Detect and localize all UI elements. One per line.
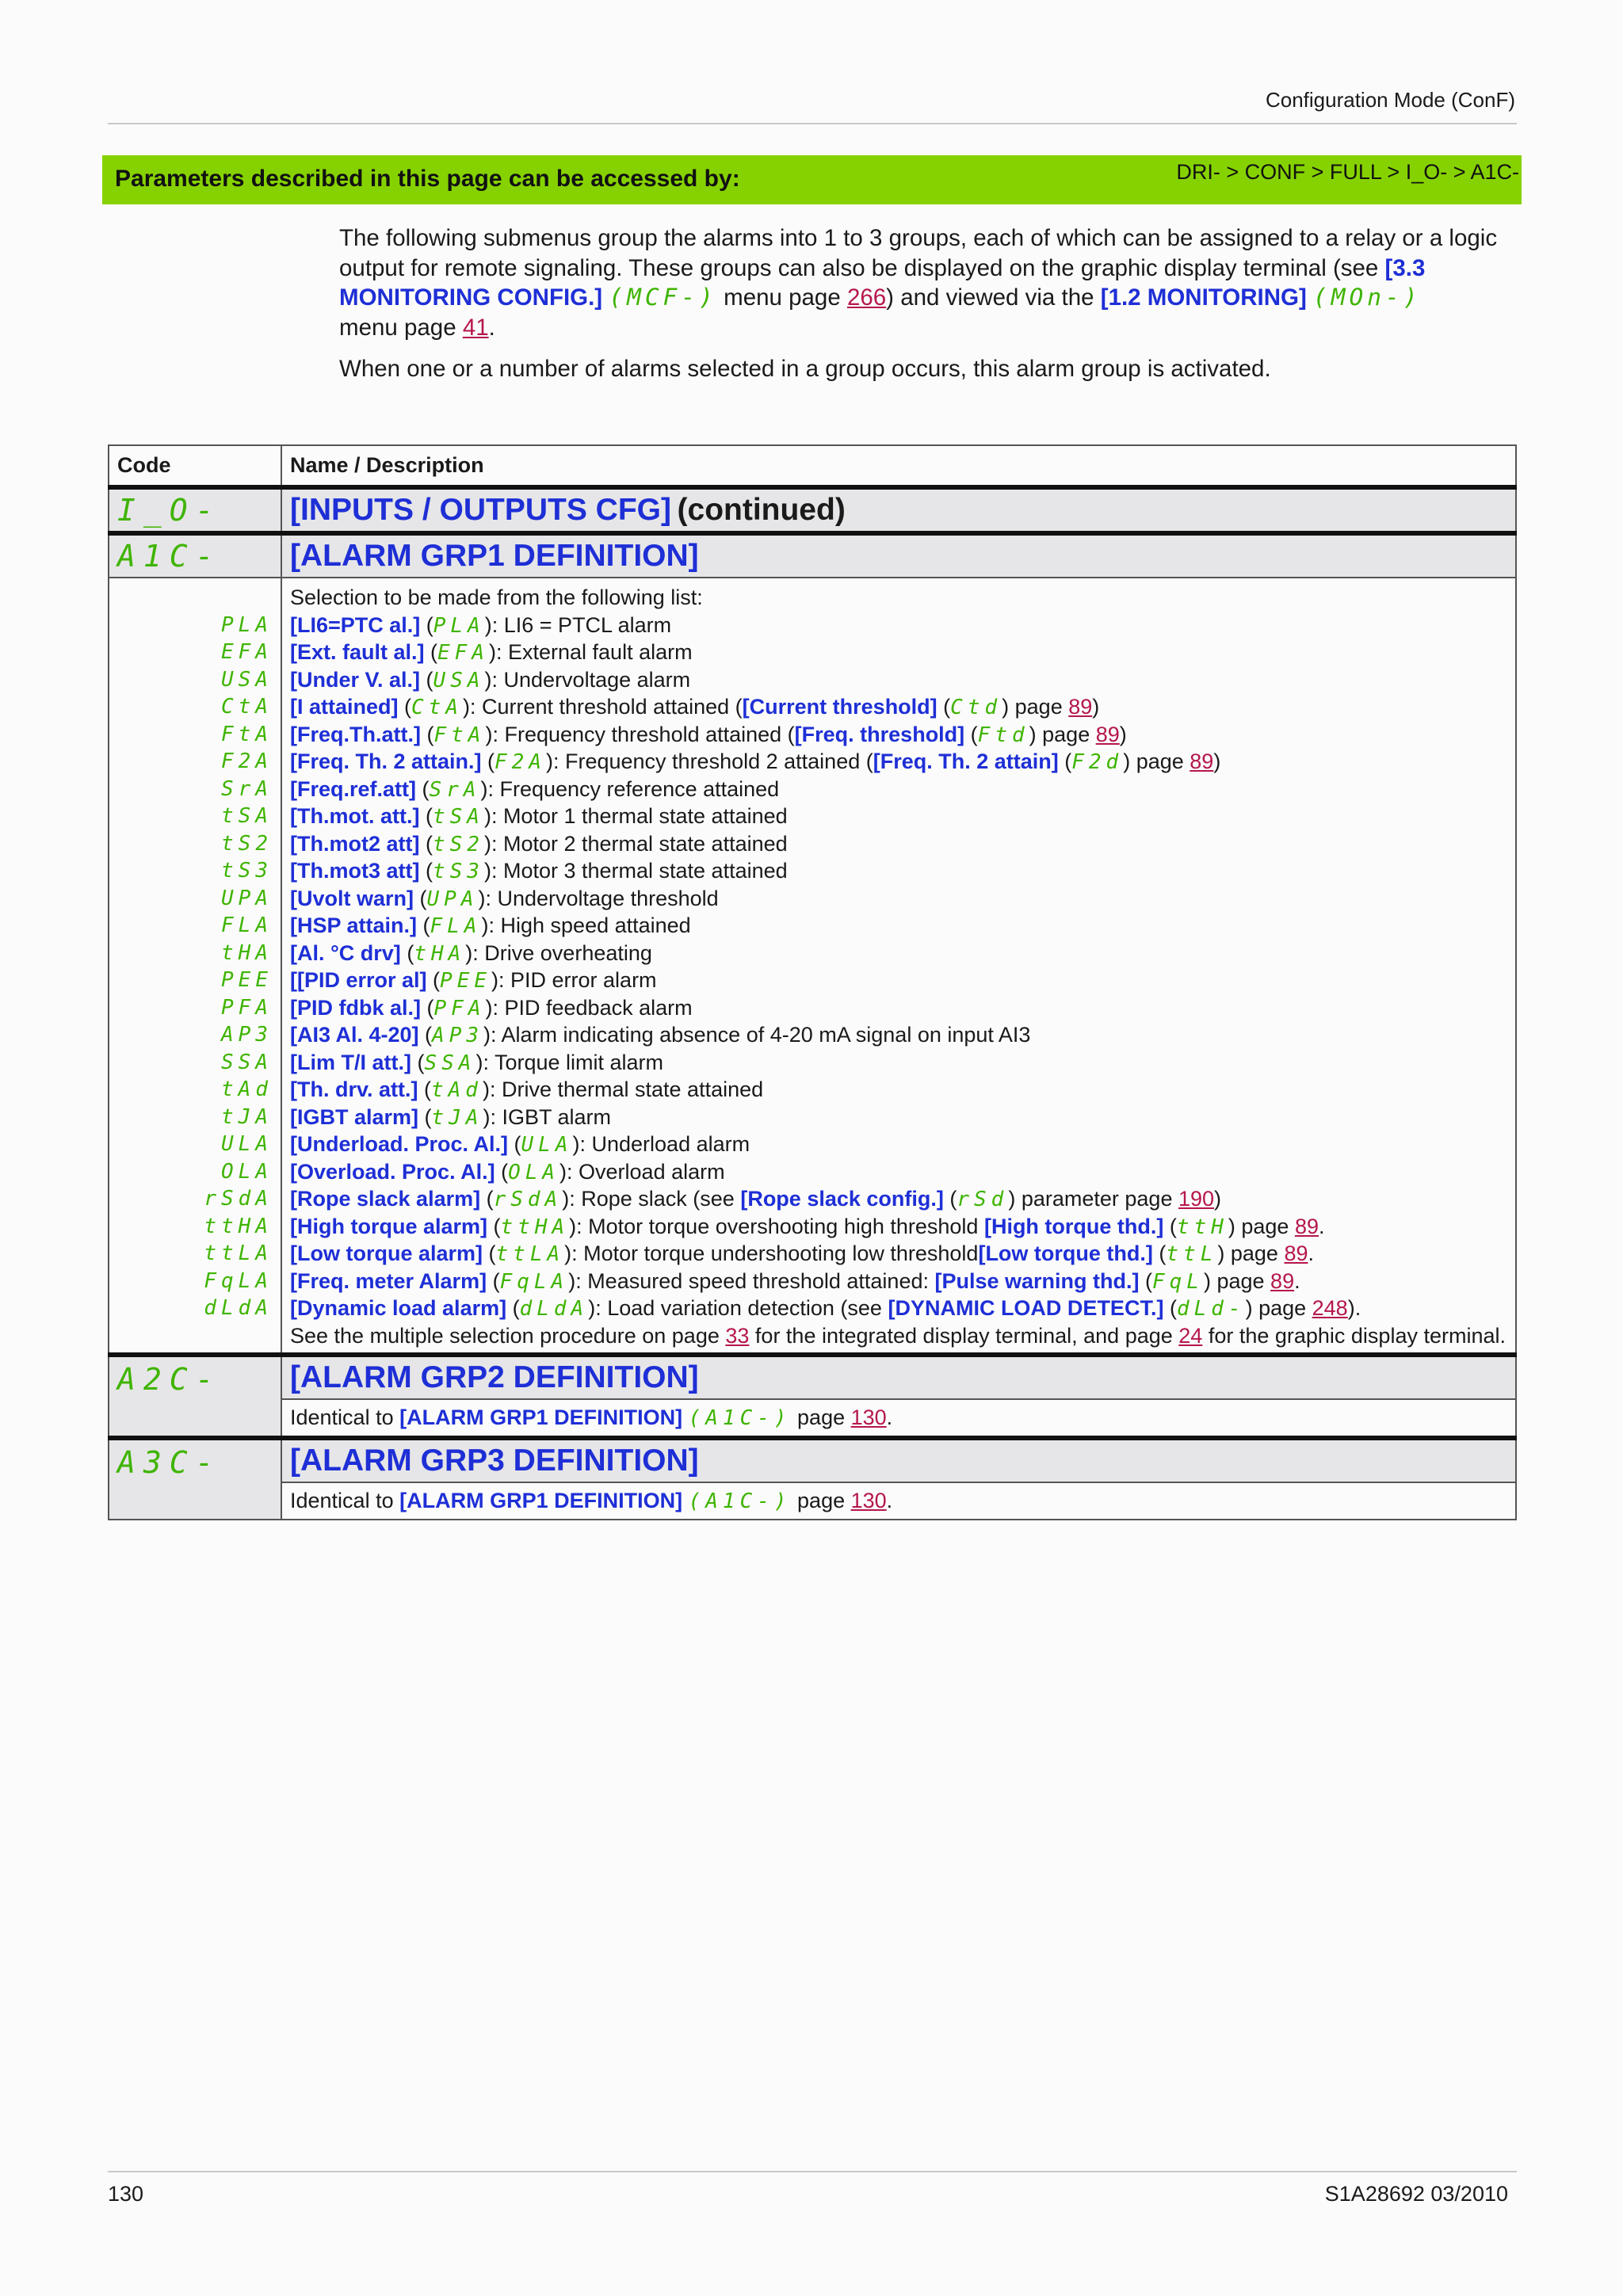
alarm-end: ). (1347, 1296, 1361, 1320)
alarm-item: [HSP attain.] (FLA): High speed attained (290, 913, 691, 938)
alarm-name: [Ext. fault al.] (290, 640, 425, 664)
alarm-tail: page (1224, 1241, 1285, 1265)
alarm-name-code: FLA (430, 914, 482, 938)
alarm-item: [AI3 Al. 4-20] (AP3): Alarm indicating absence of 4-20 mA signal on input AI3 (290, 1023, 1031, 1047)
alarm-tail: page (1036, 722, 1096, 746)
alarm-item: [Th.mot. att.] (tSA): Motor 1 thermal state attained (290, 804, 788, 829)
alarm-page-link[interactable]: 89 (1095, 722, 1120, 746)
alarm-desc: : Drive overheating (472, 940, 652, 965)
alarm-desc: : Drive thermal state attained (489, 1077, 764, 1101)
alarm-name: [Dynamic load alarm] (290, 1296, 507, 1320)
alarm-name-code: PEE (440, 969, 492, 993)
grp3-code: A3C- (109, 1438, 281, 1520)
alarm-item: [Th.mot2 att] (tS2): Motor 2 thermal state attained (290, 831, 788, 856)
alarm-item: [Th. drv. att.] (tAd): Drive thermal state attained (290, 1077, 764, 1102)
alarm-name: [Freq. Th. 2 attain.] (290, 749, 482, 773)
alarm-code: tSA (221, 804, 273, 828)
intro-text-a: The following submenus group the alarms into 1 to 3 groups, each of which can be assigned to a relay or a logic output for remote signaling. These groups can also be displayed on the graphic display terminal (see (339, 225, 1498, 281)
alarm-name-code: tSA (432, 805, 484, 829)
alarm-name: [AI3 Al. 4-20] (290, 1023, 419, 1047)
alarm-name-code: ttLA (495, 1242, 565, 1266)
alarm-end: ) (1213, 749, 1221, 773)
alarm-code: EFA (221, 640, 273, 664)
grp1-title (281, 533, 1516, 578)
alarm-item: [IGBT alarm] (tJA): IGBT alarm (290, 1104, 612, 1130)
intro-text-c: ) and viewed via the (886, 284, 1101, 311)
alarm-name-code: AP3 (432, 1024, 484, 1047)
alarm-ref-code: Ftd (977, 723, 1029, 747)
alarm-code: PEE (221, 968, 273, 992)
access-label: Parameters described in this page can be accessed by: (115, 166, 740, 192)
alarm-ref-code: dLd- (1176, 1297, 1246, 1321)
ident-c: . (886, 1489, 893, 1512)
grp3-desc (281, 1482, 1516, 1520)
ident-page-link[interactable]: 130 (850, 1489, 887, 1512)
alarm-item: [LI6=PTC al.] (PLA): LI6 = PTCL alarm (290, 612, 672, 638)
alarm-code: FLA (221, 913, 273, 937)
alarm-desc: : Frequency threshold attained ( (492, 722, 795, 746)
alarm-item: [Freq. Th. 2 attain.] (F2A): Frequency threshold 2 attained ([Freq. Th. 2 attain] (F2d) page 89) (290, 749, 1221, 774)
alarm-name: [Freq. meter Alarm] (290, 1268, 487, 1293)
alarm-code: F2A (221, 749, 273, 773)
intro-paragraph-2: When one or a number of alarms selected in a group occurs, this alarm group is activated. (339, 356, 1271, 382)
ident-code: (A1C-) (688, 1406, 792, 1430)
section-code: I_O- (109, 487, 281, 533)
grp2-title (281, 1355, 1516, 1399)
footer-divider (108, 2171, 1517, 2172)
alarm-page-link[interactable]: 89 (1284, 1241, 1308, 1265)
alarm-ref: [High torque thd.] (983, 1214, 1164, 1238)
alarm-ref-code: ttH (1176, 1215, 1228, 1239)
alarm-name-code: ULA (521, 1133, 573, 1157)
alarm-desc: : LI6 = PTCL alarm (491, 612, 672, 637)
grp2-name: [ALARM GRP2 DEFINITION] (290, 1360, 699, 1394)
alarm-code: SSA (221, 1050, 273, 1074)
ident-ref: [ALARM GRP1 DEFINITION] (399, 1405, 683, 1429)
alarm-item: [Freq.Th.att.] (FtA): Frequency threshold attained ([Freq. threshold] (Ftd) page 89) (290, 722, 1127, 747)
section-title (281, 487, 1516, 533)
grp3-row (109, 1438, 1516, 1482)
alarm-desc: : Undervoltage alarm (491, 667, 691, 692)
alarm-item: [Al. °C drv] (tHA): Drive overheating (290, 940, 652, 966)
alarm-tail: page (1235, 1214, 1295, 1238)
alarm-name-code: SSA (424, 1051, 476, 1075)
alarm-name: [Th.mot3 att] (290, 859, 420, 883)
ident-ref: [ALARM GRP1 DEFINITION] (399, 1489, 683, 1512)
page-link-266[interactable]: 266 (846, 284, 887, 311)
alarm-ref-code: F2d (1071, 750, 1124, 774)
alarm-name-code: rSdA (493, 1188, 563, 1211)
alarm-desc-column (281, 578, 1516, 1355)
alarm-code: ttHA (204, 1214, 273, 1238)
alarm-item: [Low torque alarm] (ttLA): Motor torque undershooting low threshold[Low torque thd.] (ttL) page 89. (290, 1241, 1315, 1266)
alarm-desc: : PID feedback alarm (492, 995, 693, 1020)
alarm-name: [Underload. Proc. Al.] (290, 1132, 509, 1156)
alarm-name-code: FtA (433, 723, 486, 747)
section-name: [INPUTS / OUTPUTS CFG] (290, 493, 671, 527)
alarm-item: [Underload. Proc. Al.] (ULA): Underload alarm (290, 1132, 750, 1157)
ident-a: Identical to (290, 1489, 400, 1512)
alarm-page-link[interactable]: 89 (1190, 749, 1214, 773)
alarm-desc: : Frequency reference attained (487, 776, 780, 801)
alarm-name-code: tAd (431, 1078, 483, 1102)
alarm-name-code: dLdA (519, 1297, 589, 1321)
alarm-code: FtA (221, 722, 273, 746)
parameter-table (108, 444, 1517, 1520)
menu-ref-monitoring-config: [3.3 MONITORING CONFIG.] (339, 254, 1426, 311)
alarm-page-link[interactable]: 89 (1294, 1214, 1319, 1238)
alarm-item: [[PID error al] (PEE): PID error alarm (290, 968, 657, 993)
alarm-name-code: SrA (429, 777, 481, 802)
alarm-name: [High torque alarm] (290, 1214, 488, 1238)
alarm-name: [Th. drv. att.] (290, 1077, 418, 1101)
alarm-desc: : Rope slack (see (569, 1187, 741, 1211)
alarm-code: AP3 (221, 1023, 273, 1047)
alarm-item: [Uvolt warn] (UPA): Undervoltage threshold (290, 886, 719, 911)
alarm-desc: : Motor torque overshooting high threshold (576, 1214, 984, 1238)
alarm-item: [Ext. fault al.] (EFA): External fault alarm (290, 640, 693, 665)
alarm-code: PFA (221, 995, 273, 1020)
alarm-name-code: FqLA (499, 1269, 569, 1294)
alarm-ref-code: rSd (957, 1188, 1009, 1211)
ident-b: page (791, 1489, 851, 1512)
header-divider (108, 123, 1517, 124)
alarm-desc: : Measured speed threshold attained: (575, 1268, 935, 1293)
alarm-name-code: tJA (431, 1105, 483, 1130)
alarm-desc: : Motor torque undershooting low threshold (571, 1241, 979, 1265)
alarm-ref: [DYNAMIC LOAD DETECT.] (888, 1296, 1164, 1320)
alarm-ref: [Pulse warning thd.] (934, 1268, 1140, 1293)
alarm-desc: : Motor 2 thermal state attained (491, 831, 788, 856)
alarm-code: SrA (221, 776, 273, 801)
alarm-end: ) (1214, 1187, 1222, 1211)
list-intro: Selection to be made from the following list: (290, 585, 703, 609)
alarm-name: [Uvolt warn] (290, 886, 414, 910)
note-page-link-24[interactable]: 24 (1178, 1323, 1203, 1348)
alarm-end: . (1294, 1268, 1300, 1293)
alarm-name: [Low torque alarm] (290, 1241, 483, 1265)
alarm-item: [Overload. Proc. Al.] (OLA): Overload alarm (290, 1159, 725, 1184)
alarm-name: [Th.mot2 att] (290, 831, 420, 856)
alarm-ref-code: ttL (1166, 1242, 1218, 1266)
alarm-code: PLA (221, 612, 273, 637)
alarm-name: [I attained] (290, 695, 399, 719)
alarm-name: [LI6=PTC al.] (290, 612, 421, 637)
table-header-row (109, 445, 1516, 487)
alarm-name-code: PFA (433, 996, 486, 1020)
alarm-desc: : Frequency threshold 2 attained ( (552, 749, 873, 773)
alarm-desc: : Motor 1 thermal state attained (491, 804, 788, 828)
alarm-name: [HSP attain.] (290, 913, 418, 937)
intro-paragraph-1: The following submenus group the alarms into 1 to 3 groups, each of which can be assigned to a relay or a logic output for remote signaling. These groups can also be displayed on the graphic display terminal (see [3.3 MONITORING CONFIG.] (MCF-) menu page 266) and viewed via the [1.2 MONITORING] (MOn-) menu page 41. (339, 225, 1498, 341)
alarm-code: FqLA (204, 1268, 273, 1293)
ident-a: Identical to (290, 1405, 400, 1429)
page-link-41[interactable]: 41 (462, 314, 489, 341)
ident-b: page (791, 1405, 851, 1429)
ident-page-link[interactable]: 130 (850, 1405, 887, 1429)
alarm-code: USA (221, 667, 273, 692)
alarm-tail: page (1009, 695, 1069, 719)
grp3-name: [ALARM GRP3 DEFINITION] (290, 1444, 699, 1478)
alarm-code: tAd (221, 1077, 273, 1101)
note-c: for the graphic display terminal. (1202, 1323, 1506, 1348)
alarm-item: [Under V. al.] (USA): Undervoltage alarm (290, 667, 691, 692)
alarm-page-link[interactable]: 190 (1178, 1187, 1215, 1211)
alarm-code: tS3 (221, 859, 273, 883)
alarm-item: [Lim T/I att.] (SSA): Torque limit alarm (290, 1050, 664, 1075)
alarm-name: [Th.mot. att.] (290, 804, 420, 828)
alarm-item: [Freq.ref.att] (SrA): Frequency reference attained (290, 776, 780, 802)
alarm-desc: : Undervoltage threshold (485, 886, 719, 910)
alarm-desc: : Load variation detection (see (595, 1296, 888, 1320)
grp2-desc-row (109, 1399, 1516, 1438)
alarm-name-code: ttHA (500, 1215, 570, 1239)
alarm-ref: [Freq. threshold] (794, 722, 965, 746)
doc-reference: S1A28692 03/2010 (1324, 2182, 1508, 2206)
access-path: DRI- > CONF > FULL > I_O- > A1C- (1176, 160, 1519, 184)
alarm-code: tS2 (221, 831, 273, 856)
grp2-desc (281, 1399, 1516, 1438)
alarm-desc: : External fault alarm (495, 640, 693, 664)
alarm-code: tJA (221, 1104, 273, 1129)
alarm-code: UPA (221, 886, 273, 910)
alarm-desc: : High speed attained (488, 913, 691, 937)
multiple-selection-note (290, 1322, 1507, 1350)
alarm-tail: parameter page (1015, 1187, 1178, 1211)
intro-text-b: menu page (716, 284, 847, 311)
alarm-item: [Rope slack alarm] (rSdA): Rope slack (see [Rope slack config.] (rSd) parameter page 190) (290, 1187, 1222, 1211)
alarm-name: [Under V. al.] (290, 667, 421, 692)
alarm-name-code: USA (433, 668, 485, 692)
ident-c: . (886, 1405, 893, 1429)
note-page-link-33[interactable]: 33 (725, 1323, 750, 1348)
alarm-codes-column (109, 578, 281, 1355)
alarm-desc: : Underload alarm (579, 1132, 750, 1156)
alarm-name-code: EFA (437, 641, 489, 665)
alarm-name: [[PID error al] (290, 968, 427, 992)
alarm-code: ULA (221, 1132, 273, 1156)
alarm-ref: [Rope slack config.] (740, 1187, 944, 1211)
note-b: for the integrated display terminal, and page (749, 1323, 1179, 1348)
section-row (109, 487, 1516, 533)
alarm-tail: page (1210, 1268, 1271, 1293)
alarm-name: [Al. °C drv] (290, 940, 401, 965)
alarm-desc: : PID error alarm (498, 968, 657, 992)
alarm-name: [Lim T/I att.] (290, 1050, 411, 1074)
grp1-code: A1C- (109, 533, 281, 578)
alarm-name-code: CtA (411, 696, 463, 719)
alarm-name: [IGBT alarm] (290, 1104, 419, 1129)
alarm-name-code: tHA (414, 941, 466, 966)
alarm-code: OLA (221, 1159, 273, 1184)
header-desc: Name / Description (281, 445, 1516, 487)
menu-ref-monitoring: [1.2 MONITORING] (1100, 284, 1307, 311)
grp3-desc-row (109, 1482, 1516, 1520)
alarm-name-code: tS3 (432, 860, 484, 883)
page-number: 130 (108, 2182, 144, 2206)
alarm-ref-code: FqL (1152, 1269, 1204, 1294)
grp3-title (281, 1438, 1516, 1482)
alarm-item: [I attained] (CtA): Current threshold attained ([Current threshold] (Ctd) page 89) (290, 695, 1100, 719)
alarm-name: [Overload. Proc. Al.] (290, 1159, 495, 1184)
alarm-item: [High torque alarm] (ttHA): Motor torque overshooting high threshold [High torque thd.] (ttH) page 89. (290, 1214, 1325, 1239)
alarm-page-link[interactable]: 89 (1270, 1268, 1295, 1293)
alarm-code: rSdA (204, 1187, 273, 1211)
alarm-ref: [Freq. Th. 2 attain] (873, 749, 1059, 773)
menu-code-mcf: (MCF-) (609, 284, 717, 311)
alarm-ref: [Current threshold] (742, 695, 938, 719)
alarm-name-code: tS2 (432, 832, 484, 856)
alarm-page-link[interactable]: 89 (1068, 695, 1093, 719)
alarm-name: [Freq.Th.att.] (290, 722, 421, 746)
alarm-end: . (1308, 1241, 1315, 1265)
alarm-end: ) (1092, 695, 1100, 719)
alarm-code: CtA (221, 695, 273, 719)
alarm-item: [Dynamic load alarm] (dLdA): Load variation detection (see [DYNAMIC LOAD DETECT.] (dLd-) page 248). (290, 1296, 1361, 1321)
alarm-desc: : Overload alarm (567, 1159, 725, 1184)
alarm-end: . (1319, 1214, 1325, 1238)
alarm-ref: [Low torque thd.] (978, 1241, 1153, 1265)
alarm-code: tHA (221, 940, 273, 965)
alarm-desc: : Torque limit alarm (483, 1050, 664, 1074)
alarm-desc: : Alarm indicating absence of 4-20 mA signal on input AI3 (491, 1023, 1031, 1047)
alarm-desc: : Current threshold attained ( (469, 695, 743, 719)
alarm-tail: page (1130, 749, 1190, 773)
grp1-row (109, 533, 1516, 578)
intro-text-e: . (488, 314, 495, 341)
alarm-desc: : IGBT alarm (490, 1104, 612, 1129)
menu-code-mon: (MOn-) (1313, 284, 1422, 311)
note-a: See the multiple selection procedure on page (290, 1323, 726, 1348)
alarm-page-link[interactable]: 248 (1312, 1296, 1348, 1320)
grp2-code: A2C- (109, 1355, 281, 1438)
alarm-code: dLdA (204, 1296, 273, 1320)
header-code: Code (109, 445, 281, 487)
alarm-name-code: OLA (508, 1160, 560, 1184)
alarm-end: ) (1119, 722, 1127, 746)
section-suffix: (continued) (677, 493, 846, 527)
alarm-item: [Freq. meter Alarm] (FqLA): Measured speed threshold attained: [Pulse warning thd.] (FqL) page 89. (290, 1268, 1300, 1294)
alarm-name: [Rope slack alarm] (290, 1187, 481, 1211)
grp1-name: [ALARM GRP1 DEFINITION] (290, 539, 699, 573)
section-header: Configuration Mode (ConF) (1265, 88, 1515, 112)
alarm-name-code: F2A (495, 750, 546, 774)
alarm-desc: : Motor 3 thermal state attained (491, 859, 788, 883)
alarm-name-code: UPA (426, 887, 479, 911)
alarm-name: [Freq.ref.att] (290, 776, 417, 801)
intro-text (339, 223, 1520, 396)
grp2-row (109, 1355, 1516, 1399)
ident-code: (A1C-) (688, 1489, 792, 1513)
alarm-name: [PID fdbk al.] (290, 995, 422, 1020)
alarm-item: [Th.mot3 att] (tS3): Motor 3 thermal state attained (290, 859, 788, 883)
alarm-name-code: PLA (433, 613, 485, 638)
alarm-tail: page (1252, 1296, 1312, 1320)
alarm-code: ttLA (204, 1241, 273, 1265)
alarm-item: [PID fdbk al.] (PFA): PID feedback alarm (290, 995, 693, 1020)
access-bar (102, 155, 1522, 204)
alarm-ref-code: Ctd (950, 696, 1002, 719)
alarm-list-row (109, 578, 1516, 1355)
